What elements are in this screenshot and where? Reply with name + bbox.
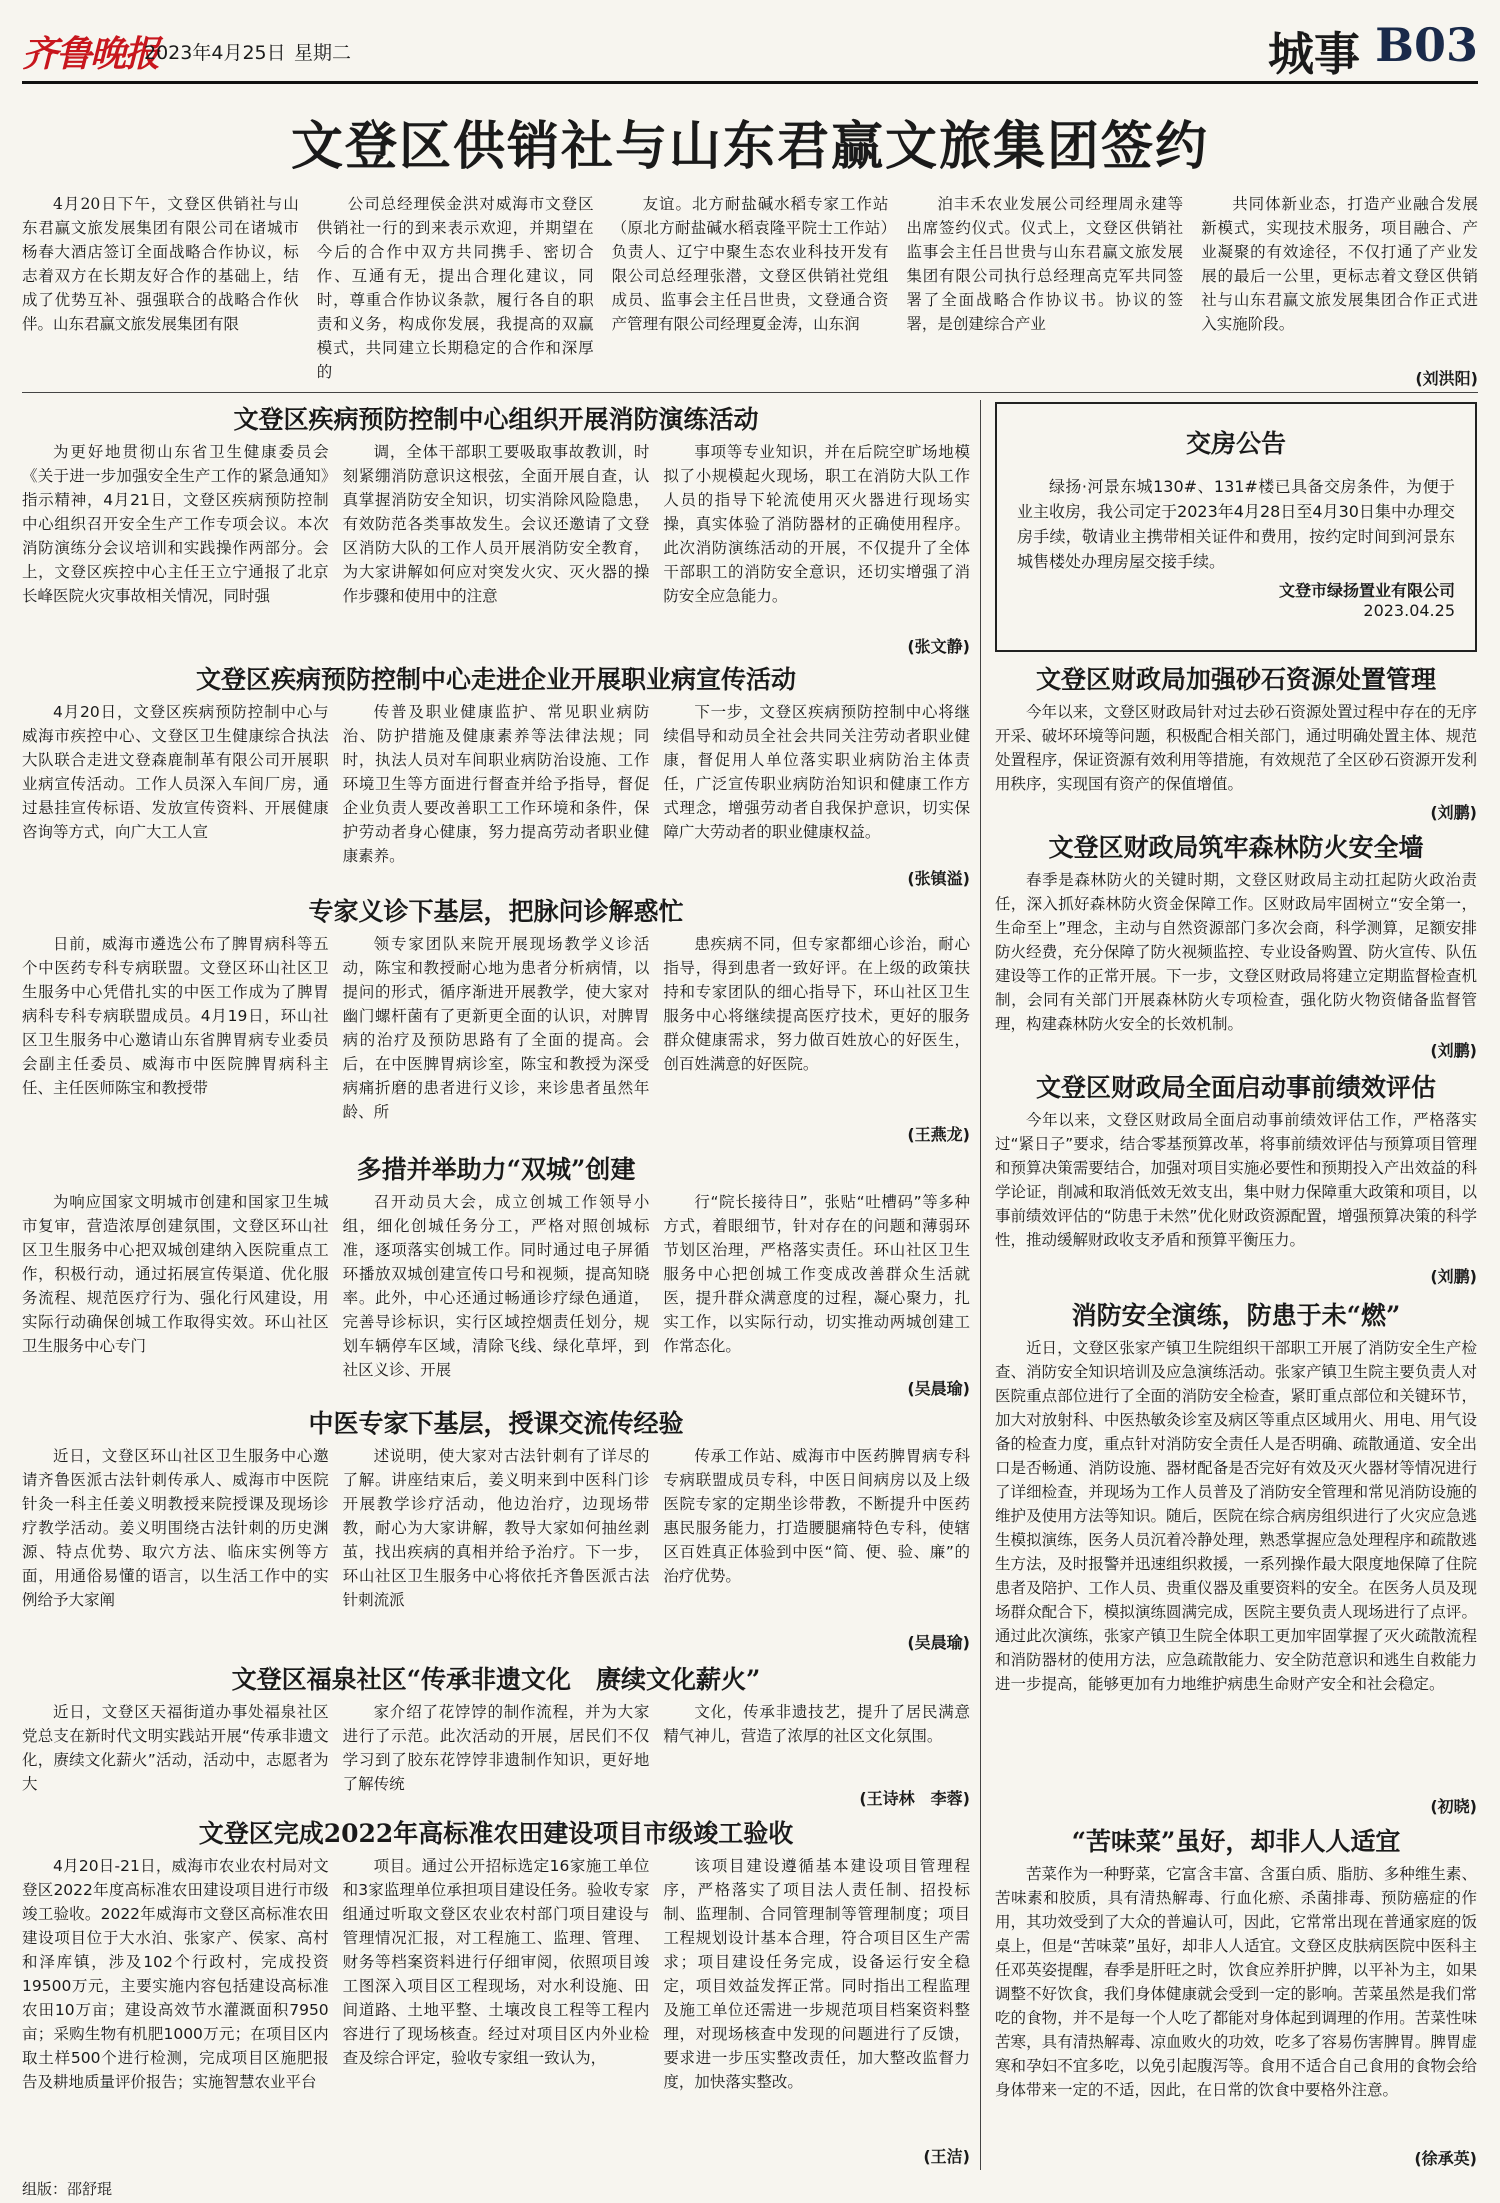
article-column: 近日，文登区天福街道办事处福泉社区党总支在新时代文明实践站开展“传承非遗文化，赓续文化薪火”活动，活动中，志愿者为大 xyxy=(22,1703,329,1793)
notice-date: 2023.04.25 xyxy=(1363,601,1455,620)
page-number: B03 xyxy=(1375,18,1478,72)
column-divider xyxy=(980,400,981,2170)
article-fire-safety-drill xyxy=(995,1296,1477,1816)
article-title: 文登区财政局全面启动事前绩效评估 xyxy=(1035,1073,1436,1102)
section-name: 城事 xyxy=(1268,27,1360,81)
article-column: 召开动员大会，成立创城工作领导小组，细化创城任务分工，严格对照创城标准，逐项落实创城工作。同时通过电子屏循环播放双城创建宣传口号和视频，提高知晓率。此外，中心还通过畅通诊疗绿色通道，完善导诊标识，实行区域控烟责任划分，规划车辆停车区域，清除飞线、绿化草坪，到社区义诊、开展 xyxy=(342,1193,650,1379)
article-performance-evaluation xyxy=(995,1068,1477,1288)
article-occupational-disease xyxy=(22,660,970,890)
lead-article xyxy=(22,192,1478,390)
article-column: 今年以来，文登区财政局针对过去砂石资源处置过程中存在的无序开采、破坏环境等问题，积极配合相关部门，通过明确处置主体、规范处置程序，保证资源有效利用等措施，有效规范了全区砂石资源开发利用秩序，实现国有资产的保值增值。 xyxy=(995,703,1477,793)
article-column: 领专家团队来院开展现场教学义诊活动，陈宝和教授耐心地为患者分析病情，以提问的形式，循序渐进开展教学，使大家对幽门螺杆菌有了更新更全面的认识，对脾胃病的治疗及预防思路有了全面的提高。会后，在中医脾胃病诊室，陈宝和教授为深受病痛折磨的患者进行义诊，来诊患者虽然年龄、所 xyxy=(342,935,650,1121)
article-column: 近日，文登区环山社区卫生服务中心邀请齐鲁医派古法针刺传承人、威海市中医院针灸一科主任姜义明教授来院授课及现场诊疗教学活动。姜义明围绕古法针刺的历史渊源、特点优势、取穴方法、临床实例等方面，用通俗易懂的语言，以生活工作中的实例给予大家阐 xyxy=(22,1447,329,1609)
layout-editor-credit: 组版：邵舒琨 xyxy=(22,2180,113,2198)
article-heritage-culture xyxy=(22,1660,970,1810)
article-column: 苦菜作为一种野菜，它富含丰富、含蛋白质、脂肪、多种维生素、苦味素和胶质，具有清热解毒、行血化瘀、杀菌排毒、预防癌症的作用，其功效受到了大众的普遍认可，因此，它常常出现在普通家庭的饭桌上，但是“苦味菜”虽好，却非人人适宜。文登区皮肤病医院中医科主任邓英姿提醒，春季是肝旺之时，饮食应养肝护脾，以平补为主，如果调整不好饮食，我们身体健康就会受到一定的影响。苦菜虽然是我们常吃的食物，并不是每一个人吃了都能对身体起到调理的作用。苦菜性味苦寒，具有清热解毒、凉血败火的功效，吃多了容易伤害脾胃。脾胃虚寒和孕妇不宜多吃，以免引起腹泻等。食用不适合自己食用的食物会给身体带来一定的不适，因此，在日常的饮食中要格外注意。 xyxy=(995,1865,1477,2099)
article-byline: (张文静) xyxy=(907,637,970,656)
article-forest-fire xyxy=(995,828,1477,1060)
article-byline: (吴晨瑜) xyxy=(907,1633,970,1652)
article-column: 述说明，使大家对古法针刺有了详尽的了解。讲座结束后，姜义明来到中医科门诊开展教学诊疗活动，他边治疗，边现场带教，耐心为大家讲解，教导大家如何抽丝剥茧，找出疾病的真相并给予治疗。下一步，环山社区卫生服务中心将依托齐鲁医派古法针刺流派 xyxy=(342,1447,650,1609)
article-column: 4月20日-21日，威海市农业农村局对文登区2022年度高标准农田建设项目进行市级竣工验收。2022年威海市文登区高标准农田建设项目位于大水泊、张家产、侯家、高村和泽库镇，涉及102个行政村，完成投资19500万元，主要实施内容包括建设高标准农田10万亩；建设高效节水灌溉面积7950亩；采购生物有机肥1000万元；在项目区内取土样500个进行检测，完成项目区施肥报告及耕地质量评价报告；实施智慧农业平台 xyxy=(22,1857,329,2091)
notice-body: 绿扬·河景东城130#、131#楼已具备交房条件，为便于业主收房，我公司定于2023年4月28日至4月30日集中办理交房手续，敬请业主携带相关证件和费用，按约定时间到河景东城售楼处办理房屋交接手续。 xyxy=(1017,477,1455,571)
article-byline: (王诗林 李蓉) xyxy=(859,1789,970,1808)
article-byline: (王洁) xyxy=(923,2147,970,2166)
article-title: 专家义诊下基层，把脉问诊解惑忙 xyxy=(308,897,684,926)
article-column: 4月20日，文登区疾病预防控制中心与威海市疾控中心、文登区卫生健康综合执法大队联合走进文登森鹿制革有限公司开展职业病宣传活动。工作人员深入车间厂房，通过悬挂宣传标语、发放宣传资料、开展健康咨询等方式，向广大工人宣 xyxy=(22,703,329,841)
article-farmland-acceptance xyxy=(22,1814,970,2170)
article-byline: (刘鹏) xyxy=(1430,1041,1477,1060)
article-title: 文登区疾病预防控制中心走进企业开展职业病宣传活动 xyxy=(195,665,796,694)
article-column: 日前，威海市遴选公布了脾胃病科等五个中医药专科专病联盟。文登区环山社区卫生服务中心凭借扎实的中医工作成为了脾胃病科专科专病联盟成员。4月19日，环山社区卫生服务中心邀请山东省脾胃病专业委员会副主任委员、威海市中医院脾胃病科主任、主任医师陈宝和教授带 xyxy=(22,935,329,1097)
article-column: 今年以来，文登区财政局全面启动事前绩效评估工作，严格落实过“紧日子”要求，结合零基预算改革，将事前绩效评估与预算项目管理和预算决策需要结合，加强对项目实施必要性和预期投入产出效益的科学论证，削减和取消低效无效支出，集中财力保障重大政策和项目，以事前绩效评估的“防患于未然”优化财政资源配置，增强预算决策的科学性，推动缓解财政收支矛盾和预算平衡压力。 xyxy=(995,1111,1477,1249)
article-column: 患疾病不同，但专家都细心诊治，耐心指导，得到患者一致好评。在上级的政策扶持和专家团队的细心指导下，环山社区卫生服务中心将继续提高医疗技术，更好的服务群众健康需求，努力做百姓放心的好医生，创百姓满意的好医院。 xyxy=(663,935,971,1073)
article-column: 项目。通过公开招标选定16家施工单位和3家监理单位承担项目建设任务。验收专家组通过听取文登区农业农村部门项目建设与管理情况汇报，对工程施工、监理、管理、财务等档案资料进行仔细审阅，依照项目竣工图深入项目区工程现场，对水利设施、田间道路、土地平整、土壤改良工程等工程内容进行了现场核查。经过对项目区内外业检查及综合评定，验收专家组一致认为， xyxy=(342,1857,650,2067)
article-dual-city xyxy=(22,1150,970,1400)
article-column: 近日，文登区张家产镇卫生院组织干部职工开展了消防安全生产检查、消防安全知识培训及应急演练活动。张家产镇卫生院主要负责人对医院重点部位进行了全面的消防安全检查，紧盯重点部位和关键环节，加大对放射科、中医热敏灸诊室及病区等重点区域用火、用电、用气设备的检查力度，重点针对消防安全责任人是否明确、疏散通道、安全出口是否畅通、消防设施、器材配备是否完好有效及灭火器材等情况进行了详细检查，并现场为工作人员普及了消防安全管理和常见消防设施的维护及使用方法等知识。随后，医院在综合病房组织进行了火灾应急逃生模拟演练，医务人员沉着冷静处理，熟悉掌握应急处理程序和疏散逃生方法，及时报警并迅速组织救援，一系列操作最大限度地保障了住院患者及陪护、工作人员、贵重仪器及重要资料的安全。在医务人员及现场群众配合下，模拟演练圆满完成，医院主要负责人现场进行了点评。通过此次演练，张家产镇卫生院全体职工更加牢固掌握了灭火疏散流程和消防器材的使用方法，应急疏散能力、安全防范意识和逃生自救能力进一步提高，能够更加有力地维护病患生命财产安全和社会稳定。 xyxy=(995,1339,1477,1693)
notice-company: 文登市绿扬置业有限公司 xyxy=(1278,581,1455,600)
article-column: 4月20日下午，文登区供销社与山东君赢文旅发展集团有限公司在诸城市杨春大酒店签订全面战略合作协议，标志着双方在长期友好合作的基础上，结成了优势互补、强强联合的战略合作伙伴。山东君赢文旅发展集团有限 xyxy=(22,195,299,333)
lead-headline: 文登区供销社与山东君赢文旅集团签约 xyxy=(290,116,1209,177)
article-byline: (刘洪阳) xyxy=(1415,369,1478,388)
article-title: 中医专家下基层，授课交流传经验 xyxy=(308,1409,684,1438)
article-byline: (徐承英) xyxy=(1414,2149,1477,2168)
article-column: 文化，传承非遗技艺，提升了居民满意精气神儿，营造了浓厚的社区文化氛围。 xyxy=(663,1703,971,1745)
article-column: 共同体新业态，打造产业融合发展新模式，实现技术服务，项目融合、产业凝聚的有效途径，不仅打通了产业发展的最后一公里，更标志着文登区供销社与山东君赢文旅发展集团合作正式进入实施阶段。 xyxy=(1201,195,1478,333)
article-byline: (刘鹏) xyxy=(1430,1267,1477,1286)
article-column: 该项目建设遵循基本建设项目管理程序，严格落实了项目法人责任制、招投标制、监理制、合同管理制等管理制度；项目工程规划设计基本合理，符合项目区生产需求；项目建设任务完成，设备运行安全稳定，项目效益发挥正常。同时指出工程监理及施工单位还需进一步规范项目档案资料整理，对现场核查中发现的问题进行了反馈，要求进一步压实整改责任，加大整改监督力度，加快落实整改。 xyxy=(663,1857,971,2091)
article-byline: (吴晨瑜) xyxy=(907,1379,970,1398)
article-column: 下一步，文登区疾病预防控制中心将继续倡导和动员全社会共同关注劳动者职业健康，督促用人单位落实职业病防治主体责任，广泛宣传职业病防治知识和健康工作方式理念，增强劳动者自我保护意识，切实保障广大劳动者的职业健康权益。 xyxy=(663,703,971,841)
issue-weekday: 星期二 xyxy=(294,42,352,64)
article-column: 传普及职业健康监护、常见职业病防治、防护措施及健康素养等法律法规；同时，执法人员对车间职业病防治设施、工作环境卫生等方面进行督查并给予指导，督促企业负责人要改善职工工作环境和条件，保护劳动者身心健康，努力提高劳动者职业健康素养。 xyxy=(342,703,650,865)
newspaper-logo: 齐鲁晚报 xyxy=(22,33,159,75)
article-column: 传承工作站、威海市中医药脾胃病专科专病联盟成员专科，中医日间病房以及上级医院专家的定期坐诊带教，不断提升中医药惠民服务能力，打造腰腿痛特色专科，使辖区百姓真正体验到中医“简、便、验、廉”的治疗优势。 xyxy=(663,1447,971,1585)
article-title: 文登区福泉社区“传承非遗文化 赓续文化薪火” xyxy=(231,1665,761,1694)
section-divider xyxy=(22,392,1478,393)
article-column: 行“院长接待日”，张贴“吐槽码”等多种方式，着眼细节，针对存在的问题和薄弱环节划区治理，严格落实责任。环山社区卫生服务中心把创城工作变成改善群众生活就医，提升群众满意度的过程，凝心聚力，扎实工作，以实际行动，切实推动两城创建工作常态化。 xyxy=(663,1193,971,1355)
issue-date: 2023年4月25日 xyxy=(144,42,286,64)
article-title: 消防安全演练，防患于未“燃” xyxy=(1071,1301,1401,1330)
article-column: 为更好地贯彻山东省卫生健康委员会《关于进一步加强安全生产工作的紧急通知》指示精神，4月21日，文登区疾病预防控制中心组织召开安全生产工作专项会议。本次消防演练分会议培训和实践操作两部分。会上，文登区疾控中心主任王立宁通报了北京长峰医院火灾事故相关情况，同时强 xyxy=(22,443,329,605)
article-tcm-lecture xyxy=(22,1404,970,1654)
article-title: 文登区财政局筑牢森林防火安全墙 xyxy=(1048,833,1424,862)
article-column: 事项等专业知识，并在后院空旷场地模拟了小规模起火现场，职工在消防大队工作人员的指导下轮流使用灭火器进行现场实操，真实体验了消防器材的正确使用程序。此次消防演练活动的开展，不仅提升了全体干部职工的消防安全意识，还切实增强了消防安全应急能力。 xyxy=(663,443,971,605)
article-expert-clinic xyxy=(22,892,970,1144)
article-byline: (张镇溢) xyxy=(907,869,970,888)
article-column: 为响应国家文明城市创建和国家卫生城市复审，营造浓厚创建氛围，文登区环山社区卫生服务中心把双城创建纳入医院重点工作，积极行动，通过拓展宣传渠道、优化服务流程、规范医疗行为、强化行风建设，用实际行动确保创城工作取得实效。环山社区卫生服务中心专门 xyxy=(22,1193,329,1355)
article-byline: (初晓) xyxy=(1430,1797,1477,1816)
article-title: 文登区完成2022年高标准农田建设项目市级竣工验收 xyxy=(198,1819,794,1848)
article-column: 调，全体干部职工要吸取事故教训，时刻紧绷消防意识这根弦，全面开展自查，认真掌握消防安全知识，切实消除风险隐患，有效防范各类事故发生。会议还邀请了文登区消防大队的工作人员开展消防安全教育，为大家讲解如何应对突发火灾、灭火器的操作步骤和使用中的注意 xyxy=(342,443,650,605)
article-fire-drill-cdc xyxy=(22,400,970,658)
article-column: 友谊。北方耐盐碱水稻专家工作站（原北方耐盐碱水稻袁隆平院士工作站）负责人、辽宁中聚生态农业科技开发有限公司总经理张潜，文登区供销社党组成员、监事会主任吕世贵，文登通合资产管理有限公司经理夏金涛，山东润 xyxy=(611,195,889,333)
article-title: 多措并举助力“双城”创建 xyxy=(356,1155,636,1184)
housing-delivery-notice xyxy=(995,402,1477,652)
article-column: 春季是森林防火的关键时期，文登区财政局主动扛起防火政治责任，深入抓好森林防火资金保障工作。区财政局牢固树立“安全第一，生命至上”理念，主动与自然资源部门多次会商，科学测算，足额安排防火经费，充分保障了防火视频监控、专业设备购置、防火宣传、队伍建设等工作的正常开展。下一步，文登区财政局将建立定期监督检查机制，会同有关部门开展森林防火专项检查，强化防火物资储备监督管理，构建森林防火安全的长效机制。 xyxy=(995,871,1477,1033)
article-gravel-resources xyxy=(995,660,1477,820)
article-title: 文登区财政局加强砂石资源处置管理 xyxy=(1035,665,1436,694)
article-title: “苦味菜”虽好，却非人人适宜 xyxy=(1071,1827,1401,1856)
article-bitter-vegetables xyxy=(995,1822,1477,2170)
article-byline: (刘鹏) xyxy=(1430,803,1477,822)
article-byline: (王燕龙) xyxy=(907,1125,970,1144)
article-column: 泊丰禾农业发展公司经理周永建等出席签约仪式。仪式上，文登区供销社监事会主任吕世贵与山东君赢文旅发展集团有限公司执行总经理高克军共同签署了全面战略合作协议书。协议的签署，是创建综合产业 xyxy=(906,195,1184,333)
notice-title: 交房公告 xyxy=(1185,429,1286,458)
masthead xyxy=(22,0,1478,84)
article-title: 文登区疾病预防控制中心组织开展消防演练活动 xyxy=(233,405,759,434)
header-rule xyxy=(22,81,1478,84)
article-column: 公司总经理侯金洪对威海市文登区供销社一行的到来表示欢迎，并期望在今后的合作中双方共同携手、密切合作、互通有无，提出合理化建议，同时，尊重合作协议条款，履行各自的职责和义务，构成你发展，我提高的双赢模式，共同建立长期稳定的合作和深厚的 xyxy=(316,195,594,381)
article-column: 家介绍了花饽饽的制作流程，并为大家进行了示范。此次活动的开展，居民们不仅学习到了胶东花饽饽非遗制作知识，更好地了解传统 xyxy=(342,1703,650,1793)
